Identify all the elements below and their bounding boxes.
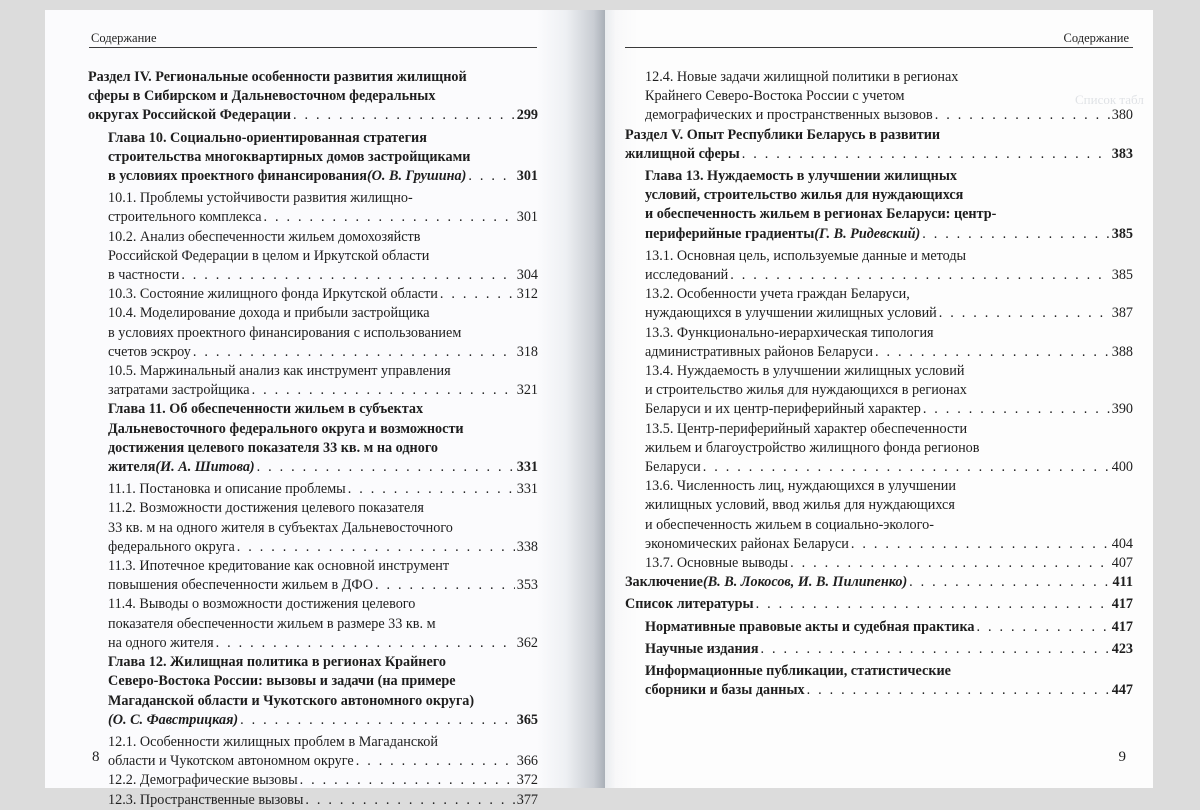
- toc-chapter: [88, 653, 538, 730]
- dot-leader: [305, 791, 514, 810]
- toc-entry-line: Северо-Востока России: вызовы и задачи (на примере: [108, 673, 456, 690]
- toc-entry-lastline: [108, 480, 538, 499]
- toc-entry-lastline: [625, 595, 1133, 614]
- toc-entry-line: Раздел V. Опыт Республики Беларусь в развитии: [625, 126, 941, 143]
- toc-entry-title: административных районов Беларуси: [645, 343, 873, 360]
- dot-leader: [468, 167, 514, 186]
- toc-page-number: 447: [1111, 682, 1133, 699]
- toc-subsection: [88, 557, 538, 595]
- toc-entry-title: 13.7. Основные выводы: [645, 555, 789, 572]
- toc-entry-line: 12.4. Новые задачи жилищной политики в регионах: [645, 69, 959, 85]
- toc-subsection: [625, 247, 1133, 285]
- toc-subsection: [88, 304, 538, 362]
- dot-leader: [935, 106, 1110, 125]
- toc-entry-line: Крайнего Северо-Востока России с учетом: [645, 88, 905, 105]
- toc-entry-title: округах Российской Федерации: [88, 107, 291, 124]
- toc-subsection: [625, 477, 1133, 554]
- toc-entry-line: Глава 10. Социально-ориентированная стратегия: [108, 129, 427, 146]
- toc-entry-title: периферийные градиенты: [645, 225, 815, 242]
- toc-entry-author: (В. В. Локосов, И. В. Пилипенко): [702, 574, 908, 591]
- toc-subsection: [625, 362, 1133, 420]
- toc-entry-title: 12.2. Демографические вызовы: [108, 772, 298, 789]
- toc-entry-title: Научные издания: [645, 640, 759, 657]
- toc-page-number: 387: [1111, 305, 1133, 322]
- toc-page-number: 299: [516, 107, 538, 124]
- dot-leader: [756, 595, 1110, 614]
- toc-page-number: 321: [516, 382, 538, 399]
- toc-entry-title: Беларуси: [645, 459, 701, 476]
- toc-entry-title: Список литературы: [625, 596, 754, 613]
- page-number: 9: [1118, 749, 1126, 765]
- toc-page-number: 417: [1111, 596, 1133, 613]
- toc-entry-title: области и Чукотском автономном округе: [108, 753, 354, 770]
- toc-entry-line: Раздел IV. Региональные особенности развития жилищной: [88, 69, 467, 85]
- right-page: [605, 10, 1153, 788]
- toc-entry-line: Российской Федерации в целом и Иркутской области: [108, 247, 430, 264]
- toc-entry-lastline: [108, 381, 538, 400]
- toc-page-number: 301: [516, 168, 538, 185]
- toc-page-number: 331: [516, 459, 538, 476]
- toc-entry-title: строительного комплекса: [108, 209, 262, 226]
- toc-subsection: [88, 285, 538, 304]
- toc-entry-lastline: [108, 167, 538, 186]
- page-number: 8: [92, 749, 100, 765]
- toc-entry-lastline: [645, 400, 1133, 419]
- dot-leader: [923, 400, 1110, 419]
- toc-page-number: 383: [1111, 145, 1133, 162]
- toc-entry-line: условий, строительство жилья для нуждающихся: [645, 187, 964, 204]
- toc-entry-line: 10.1. Проблемы устойчивости развития жилищно-: [108, 190, 413, 207]
- dot-leader: [181, 266, 514, 285]
- toc-chapter: [625, 167, 1133, 244]
- toc-subsection: [88, 362, 538, 400]
- toc-entry-line: 13.4. Нуждаемость в улучшении жилищных условий: [645, 363, 965, 380]
- toc-chapter: [88, 129, 538, 187]
- toc-entry-line: жилищных условий, ввод жилья для нуждающихся: [645, 497, 955, 514]
- dot-leader: [790, 554, 1110, 573]
- toc-subsection: [625, 420, 1133, 478]
- dot-leader: [440, 285, 515, 304]
- toc-subsection: [88, 228, 538, 286]
- toc-entry-line: 11.3. Ипотечное кредитование как основной инструмент: [108, 558, 450, 575]
- toc-entry-line: 13.5. Центр-периферийный характер обеспеченности: [645, 420, 968, 437]
- dot-leader: [807, 681, 1110, 700]
- toc-entry-title: счетов эскроу: [108, 343, 191, 360]
- toc-page-number: 318: [516, 343, 538, 360]
- dot-leader: [264, 208, 515, 227]
- dot-leader: [252, 381, 515, 400]
- toc-subsection: [88, 771, 538, 790]
- toc-entry-line: Глава 13. Нуждаемость в улучшении жилищных: [645, 168, 958, 185]
- dot-leader: [193, 343, 515, 362]
- toc-entry-title: нуждающихся в улучшении жилищных условий: [645, 305, 937, 322]
- toc-page-number: 400: [1111, 459, 1133, 476]
- dot-leader: [300, 771, 515, 790]
- toc-entry-title: Нормативные правовые акты и судебная практика: [645, 618, 975, 635]
- toc-entry-line: показателя обеспеченности жильем в размере 33 кв. м: [108, 615, 436, 632]
- toc-page-number: 353: [516, 577, 538, 594]
- toc-subsection: [88, 480, 538, 499]
- toc-entry-line: и обеспеченность жильем в социально-эколого-: [645, 516, 934, 533]
- toc-entry-line: 10.2. Анализ обеспеченности жильем домохозяйств: [108, 228, 421, 245]
- toc-entry-lastline: [645, 458, 1133, 477]
- toc-chapter: [625, 618, 1133, 637]
- toc-entry-lastline: [645, 618, 1133, 637]
- toc-page-number: 404: [1111, 535, 1133, 552]
- toc-entry-lastline: [108, 752, 538, 771]
- toc-entry-title: 12.3. Пространственные вызовы: [108, 791, 304, 808]
- toc-page-number: 423: [1111, 640, 1133, 657]
- toc-entry-title: исследований: [645, 267, 729, 284]
- toc-entry-line: и обеспеченность жильем в регионах Беларуси: центр-: [645, 206, 997, 223]
- left-page: [45, 10, 605, 808]
- toc-entry-lastline: [88, 106, 538, 125]
- toc-page-number: 385: [1111, 267, 1133, 284]
- toc-subsection: [88, 189, 538, 227]
- toc-entry-line: сферы в Сибирском и Дальневосточном федеральных: [88, 88, 436, 105]
- toc-entry-line: строительства многоквартирных домов застройщиками: [108, 148, 471, 165]
- toc-page-number: 301: [516, 209, 538, 226]
- toc-entry-line: 11.4. Выводы о возможности достижения целевого: [108, 596, 416, 613]
- toc-entry-author: (О. С. Фавстрицкая): [108, 711, 239, 728]
- toc-page-number: 411: [1112, 574, 1133, 591]
- toc-entry-lastline: [645, 266, 1133, 285]
- toc-entry-lastline: [108, 634, 538, 653]
- toc-subsection: [88, 595, 538, 653]
- toc-subsection: [625, 68, 1133, 126]
- toc-entry-title: жителя: [108, 459, 156, 476]
- toc-page-number: 304: [516, 267, 538, 284]
- toc-chapter: [625, 662, 1133, 700]
- toc-entry-line: 11.2. Возможности достижения целевого показателя: [108, 500, 424, 517]
- toc-entry-lastline: [108, 538, 538, 557]
- dot-leader: [977, 618, 1110, 637]
- toc-page-number: 366: [516, 753, 538, 770]
- toc-entry-lastline: [108, 208, 538, 227]
- dot-leader: [761, 640, 1110, 659]
- toc-subsection: [625, 324, 1133, 362]
- toc-page-number: 380: [1111, 107, 1133, 124]
- toc-page-number: 338: [516, 538, 538, 555]
- toc-chapter: [88, 400, 538, 477]
- toc-page-number: 390: [1111, 401, 1133, 418]
- toc-entry-line: 10.4. Моделирование дохода и прибыли застройщика: [108, 305, 430, 322]
- dot-leader: [240, 711, 515, 730]
- toc-entry-line: 13.6. Численность лиц, нуждающихся в улучшении: [645, 478, 956, 495]
- toc-entry-lastline: [108, 771, 538, 790]
- dot-leader: [909, 573, 1110, 592]
- toc-entry-lastline: [645, 225, 1133, 244]
- toc-entry-title: Беларуси и их центр-периферийный характер: [645, 401, 921, 418]
- toc-entry-title: демографических и пространственных вызовов: [645, 107, 933, 124]
- toc-entry-lastline: [625, 145, 1133, 164]
- toc-entry-title: Заключение: [625, 574, 703, 591]
- header-rule: [625, 47, 1133, 48]
- header-rule: [89, 47, 537, 48]
- toc-section: [625, 595, 1133, 614]
- running-header: Содержание: [91, 31, 157, 45]
- toc-page-number: 407: [1111, 555, 1133, 572]
- toc-entry-lastline: [645, 640, 1133, 659]
- toc-entry-title: на одного жителя: [108, 634, 214, 651]
- toc-entry-title: федерального округа: [108, 538, 235, 555]
- toc-entry-title: в условиях проектного финансирования: [108, 168, 367, 185]
- toc-page-number: 385: [1111, 225, 1133, 242]
- dot-leader: [293, 106, 515, 125]
- toc-subsection: [88, 499, 538, 557]
- toc-page-number: 312: [516, 286, 538, 303]
- toc-entry-title: 10.3. Состояние жилищного фонда Иркутской области: [108, 286, 438, 303]
- toc-entry-line: достижения целевого показателя 33 кв. м на одного: [108, 439, 438, 456]
- toc-entry-lastline: [108, 285, 538, 304]
- toc-entry-lastline: [108, 266, 538, 285]
- dot-leader: [375, 576, 515, 595]
- toc-entry-line: 13.2. Особенности учета граждан Беларуси,: [645, 286, 910, 303]
- dot-leader: [730, 266, 1109, 285]
- toc-entry-lastline: [108, 791, 538, 810]
- toc-page-number: 377: [516, 791, 538, 808]
- toc-page-number: 362: [516, 634, 538, 651]
- toc-entry-line: Дальневосточного федерального округа и возможности: [108, 420, 464, 437]
- dot-leader: [356, 752, 515, 771]
- toc-entry-author: (И. А. Шитова): [155, 459, 255, 476]
- toc-entry-lastline: [625, 573, 1133, 592]
- table-of-contents: [88, 68, 538, 810]
- toc-subsection: [88, 791, 538, 810]
- dot-leader: [216, 634, 515, 653]
- toc-section: [625, 573, 1133, 592]
- toc-entry-lastline: [645, 343, 1133, 362]
- show-through-text: Список табл: [1075, 92, 1144, 107]
- toc-entry-author: (Г. В. Ридевский): [814, 225, 921, 242]
- dot-leader: [257, 458, 515, 477]
- toc-page-number: 388: [1111, 343, 1133, 360]
- toc-subsection: [625, 554, 1133, 573]
- toc-entry-lastline: [645, 304, 1133, 323]
- toc-entry-line: и строительство жилья для нуждающихся в регионах: [645, 382, 967, 399]
- toc-entry-title: экономических районах Беларуси: [645, 535, 849, 552]
- toc-entry-lastline: [645, 681, 1133, 700]
- toc-entry-line: в условиях проектного финансирования с использованием: [108, 324, 462, 341]
- dot-leader: [875, 343, 1110, 362]
- dot-leader: [922, 225, 1110, 244]
- toc-entry-line: 33 кв. м на одного жителя в субъектах Дальневосточного: [108, 519, 453, 536]
- toc-entry-lastline: [108, 711, 538, 730]
- toc-entry-line: 13.3. Функционально-иерархическая типология: [645, 324, 934, 341]
- toc-entry-line: 12.1. Особенности жилищных проблем в Магаданской: [108, 733, 438, 750]
- toc-entry-title: затратами застройщика: [108, 382, 250, 399]
- toc-subsection: [625, 285, 1133, 323]
- toc-entry-line: 13.1. Основная цель, используемые данные и методы: [645, 247, 967, 264]
- toc-entry-title: сборники и базы данных: [645, 682, 805, 699]
- toc-entry-lastline: [108, 458, 538, 477]
- toc-entry-author: (О. В. Грушина): [366, 168, 467, 185]
- toc-entry-lastline: [645, 106, 1133, 125]
- dot-leader: [851, 535, 1110, 554]
- toc-subsection: [88, 733, 538, 771]
- toc-entry-lastline: [645, 554, 1133, 573]
- toc-entry-line: Магаданской области и Чукотского автономного округа): [108, 692, 475, 709]
- toc-section: [88, 68, 538, 126]
- dot-leader: [348, 480, 515, 499]
- toc-entry-line: Глава 12. Жилищная политика в регионах Крайнего: [108, 654, 446, 671]
- dot-leader: [939, 304, 1110, 323]
- dot-leader: [703, 458, 1110, 477]
- toc-entry-lastline: [645, 535, 1133, 554]
- toc-chapter: [625, 640, 1133, 659]
- toc-entry-title: 11.1. Постановка и описание проблемы: [108, 481, 346, 498]
- toc-entry-title: в частности: [108, 267, 180, 284]
- toc-entry-line: 10.5. Маржинальный анализ как инструмент управления: [108, 363, 451, 380]
- toc-entry-line: Информационные публикации, статистические: [645, 663, 951, 680]
- running-header: Содержание: [1063, 31, 1129, 45]
- toc-entry-lastline: [108, 343, 538, 362]
- toc-entry-line: жильем и благоустройство жилищного фонда регионов: [645, 439, 980, 456]
- table-of-contents: [625, 68, 1133, 704]
- toc-page-number: 331: [516, 481, 538, 498]
- toc-entry-lastline: [108, 576, 538, 595]
- dot-leader: [237, 538, 515, 557]
- toc-page-number: 365: [516, 711, 538, 728]
- toc-page-number: 417: [1111, 618, 1133, 635]
- toc-entry-line: Глава 11. Об обеспеченности жильем в субъектах: [108, 401, 424, 418]
- dot-leader: [742, 145, 1110, 164]
- toc-entry-title: повышения обеспеченности жильем в ДФО: [108, 577, 374, 594]
- toc-section: [625, 126, 1133, 164]
- toc-page-number: 372: [516, 772, 538, 789]
- toc-entry-title: жилищной сферы: [625, 145, 740, 162]
